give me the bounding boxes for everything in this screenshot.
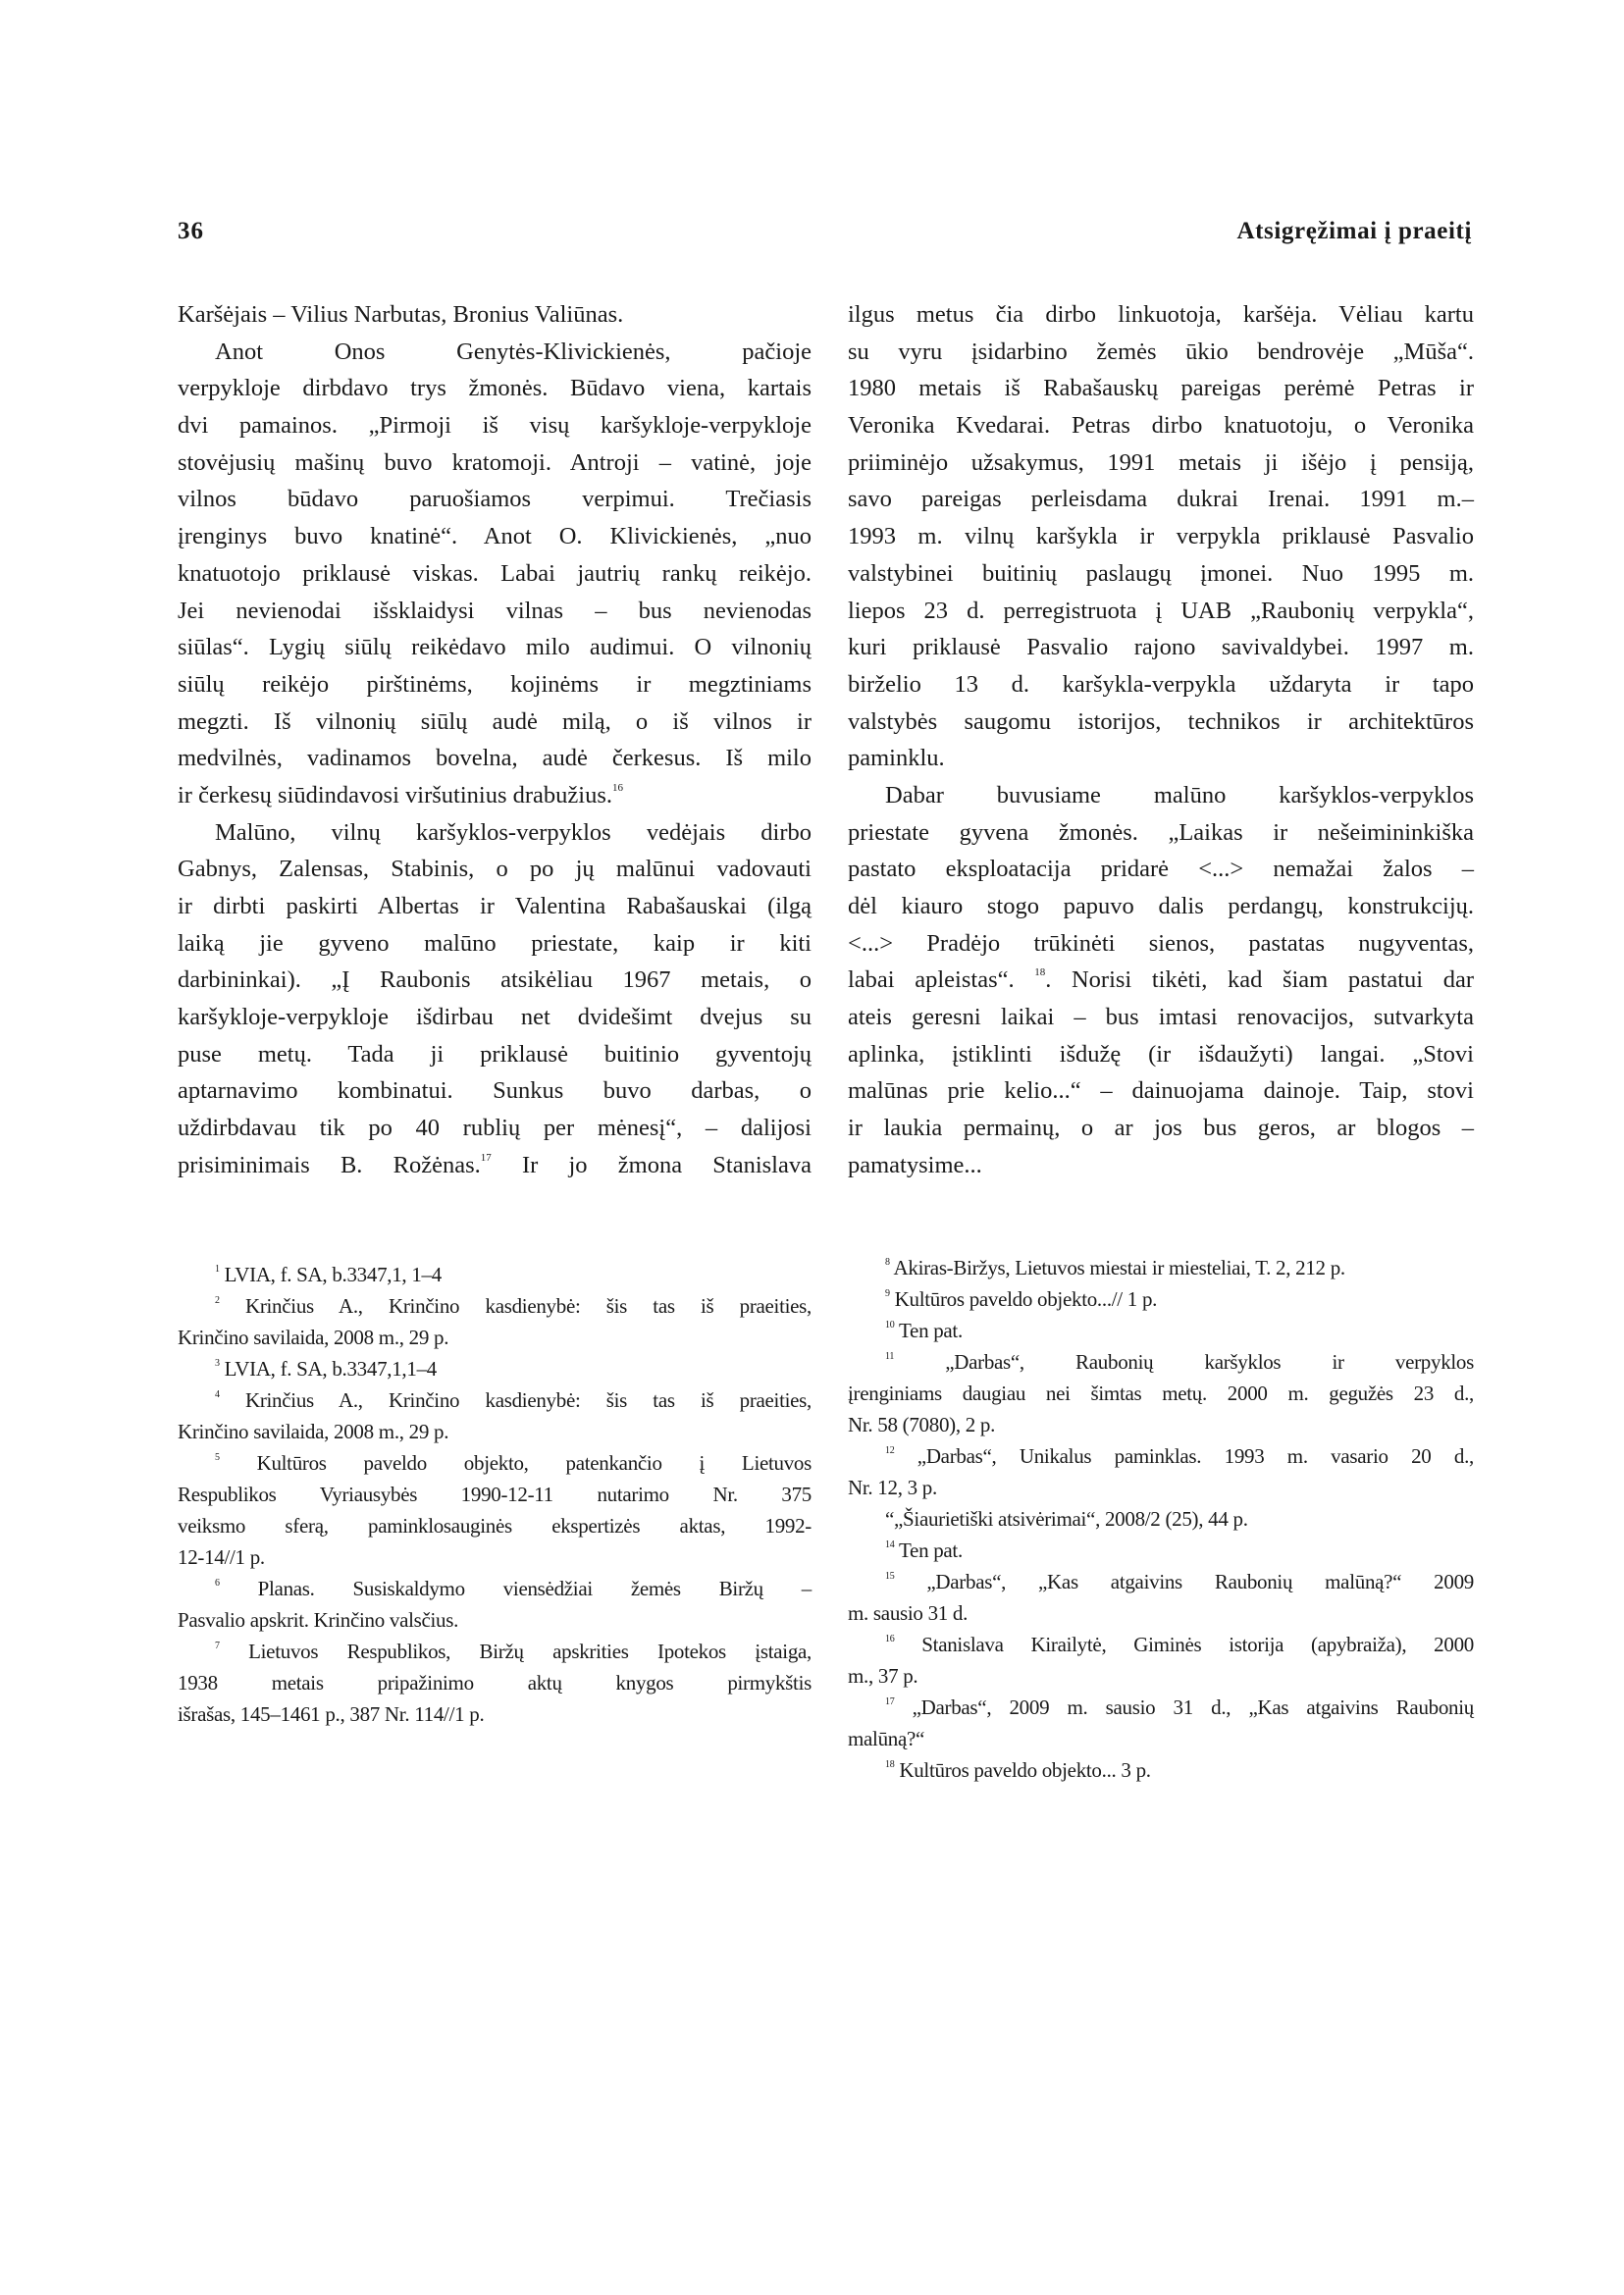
footnotes-column-right xyxy=(848,1252,1474,1786)
text-line xyxy=(178,962,812,999)
text-line xyxy=(178,481,812,518)
text-line xyxy=(178,1110,812,1147)
text-line xyxy=(848,518,1474,555)
footnote-line xyxy=(848,1692,1474,1723)
footnote-line xyxy=(848,1503,1474,1535)
text-line xyxy=(848,1072,1474,1110)
footnote-text: Krinčius A., Krinčino kasdienybė: šis tas iš praeities, xyxy=(244,1294,812,1318)
text-line xyxy=(178,629,812,666)
footnote-line xyxy=(848,1283,1474,1315)
footnote-text: m. sausio 31 d. xyxy=(848,1601,969,1625)
line-text: ir laukia permainų, o ar jos bus geros, ar blogos – xyxy=(848,1115,1474,1142)
line-text: 1993 m. vilnų karšykla ir verpykla priklausė Pasvalio xyxy=(848,523,1474,550)
footnote-text: įrenginiams daugiau nei šimtas metų. 2000 m. gegužės 23 d., xyxy=(848,1382,1474,1405)
line-text: pastato eksploatacija pridarė <...> nemažai žalos – xyxy=(848,856,1474,883)
text-line xyxy=(178,1147,812,1184)
text-line xyxy=(178,555,812,593)
line-text: Anot Onos Genytės-Klivickienės, pačioje xyxy=(215,338,812,365)
line-text: valstybės saugomu istorijos, technikos ir architektūros xyxy=(848,707,1474,735)
text-line xyxy=(178,888,812,925)
footnote-text: LVIA, f. SA, b.3347,1,1–4 xyxy=(224,1357,437,1381)
line-text: Dabar buvusiame malūno karšyklos-verpyklos xyxy=(885,781,1474,808)
footnote-text: Kultūros paveldo objekto...// 1 p. xyxy=(894,1287,1158,1311)
footnote-line xyxy=(178,1541,812,1573)
line-text: siūlų reikėjo pirštinėms, kojinėms ir megztiniams xyxy=(178,670,812,698)
footnote-line xyxy=(178,1667,812,1698)
text-line xyxy=(178,666,812,704)
footnote-number: 18 xyxy=(885,1759,895,1770)
text-line xyxy=(178,444,812,482)
line-text: megzti. Iš vilnonių siūlų audė milą, o iš vilnos ir xyxy=(178,707,812,735)
footnote-number: 2 xyxy=(215,1295,220,1306)
text-line xyxy=(178,407,812,444)
footnote-reference[interactable]: 16 xyxy=(611,781,623,794)
footnote-line xyxy=(848,1252,1474,1283)
line-text: valstybinei buitinių paslaugų įmonei. Nuo 1995 m. xyxy=(848,559,1474,587)
footnote-text: Ten pat. xyxy=(898,1539,963,1562)
line-text: ilgus metus čia dirbo linkuotoja, karšėja. Vėliau kartu xyxy=(848,301,1474,328)
footnote-line xyxy=(178,1259,812,1290)
text-line xyxy=(848,444,1474,482)
footnote-text: m., 37 p. xyxy=(848,1664,918,1688)
footnote-line xyxy=(848,1409,1474,1440)
text-line xyxy=(178,851,812,888)
text-line xyxy=(848,370,1474,407)
footnote-text: Nr. 58 (7080), 2 p. xyxy=(848,1413,996,1436)
text-line xyxy=(848,1147,1474,1184)
footnote-text: “„Šiaurietiški atsivėrimai“, 2008/2 (25), 44 p. xyxy=(885,1507,1248,1531)
footnote-line xyxy=(178,1447,812,1479)
text-line xyxy=(848,666,1474,704)
text-line xyxy=(178,334,812,371)
footnote-number: 4 xyxy=(215,1389,220,1400)
body-column-left xyxy=(178,296,812,1184)
line-text: karšykloje-verpykloje išdirbau net dvidešimt dvejus su xyxy=(178,1004,812,1031)
footnote-line xyxy=(178,1290,812,1322)
footnote-line xyxy=(178,1353,812,1384)
footnote-number: 3 xyxy=(215,1358,220,1369)
line-text: Gabnys, Zalensas, Stabinis, o po jų malūnui vadovauti xyxy=(178,856,812,883)
line-text: dvi pamainos. „Pirmoji iš visų karšykloje-verpykloje xyxy=(178,412,812,440)
text-line xyxy=(178,296,812,334)
footnote-number: 10 xyxy=(885,1320,895,1330)
text-line xyxy=(848,925,1474,963)
running-head: Atsigręžimai į praeitį xyxy=(1236,218,1472,244)
footnote-number: 15 xyxy=(885,1571,895,1582)
line-text: aplinka, įstiklinti išdužę (ir išdaužyti) langai. „Stovi xyxy=(848,1040,1474,1068)
line-text: priiminėjo užsakymus, 1991 metais ji išėjo į pensiją, xyxy=(848,448,1474,476)
text-line xyxy=(848,814,1474,852)
line-text: įrenginys buvo knatinė“. Anot O. Klivickienės, „nuo xyxy=(178,523,812,550)
footnote-line xyxy=(178,1479,812,1510)
footnote-number: 14 xyxy=(885,1539,895,1550)
line-text: ir čerkesų siūdindavosi viršutinius drabužius. xyxy=(178,781,612,808)
footnote-line xyxy=(178,1573,812,1604)
text-line xyxy=(178,370,812,407)
footnote-line xyxy=(178,1636,812,1667)
line-text: paminklu. xyxy=(848,745,945,772)
text-line xyxy=(848,407,1474,444)
footnote-line xyxy=(178,1698,812,1730)
text-line xyxy=(848,296,1474,334)
line-text: 1980 metais iš Rabašauskų pareigas perėmė Petras ir xyxy=(848,375,1474,402)
line-text: Veronika Kvedarai. Petras dirbo knatuotoju, o Veronika xyxy=(848,412,1474,440)
line-text-continued: . Norisi tikėti, kad šiam pastatui dar xyxy=(1045,966,1474,994)
page-number: 36 xyxy=(178,218,204,244)
footnote-text: Krinčino savilaida, 2008 m., 29 p. xyxy=(178,1420,449,1443)
line-text: savo pareigas perleisdama dukrai Irenai. 1991 m.– xyxy=(848,486,1474,513)
text-line xyxy=(848,334,1474,371)
footnote-line xyxy=(848,1660,1474,1692)
text-line xyxy=(178,1036,812,1073)
footnotes-column-left xyxy=(178,1259,812,1730)
line-text: dėl kiauro stogo papuvo dalis perdangų, konstrukcijų. xyxy=(848,893,1474,919)
line-text: birželio 13 d. karšykla-verpykla uždaryta ir tapo xyxy=(848,670,1474,698)
footnote-line xyxy=(178,1322,812,1353)
footnote-text: Pasvalio apskrit. Krinčino valsčius. xyxy=(178,1608,459,1632)
line-text: malūnas prie kelio...“ – dainuojama dainoje. Taip, stovi xyxy=(848,1077,1474,1105)
footnote-number: 7 xyxy=(215,1641,220,1651)
text-line xyxy=(178,1072,812,1110)
line-text: Jei nevienodai išsklaidysi vilnas – bus nevienodas xyxy=(178,597,812,624)
footnote-text: „Darbas“, Unikalus paminklas. 1993 m. vasario 20 d., xyxy=(917,1444,1474,1468)
line-text: ir dirbti paskirti Albertas ir Valentina Rabašauskai (ilgą xyxy=(178,893,812,919)
text-line xyxy=(178,925,812,963)
text-line xyxy=(848,593,1474,630)
footnote-line xyxy=(848,1566,1474,1597)
footnote-number: 11 xyxy=(885,1351,895,1362)
line-text: pamatysime... xyxy=(848,1151,982,1178)
line-text: prisiminimais B. Rožėnas. xyxy=(178,1151,481,1178)
text-line xyxy=(848,481,1474,518)
text-line xyxy=(178,518,812,555)
footnote-text: Akiras-Biržys, Lietuvos miestai ir miesteliai, T. 2, 212 p. xyxy=(893,1256,1345,1279)
line-text: laiką jie gyveno malūno priestate, kaip ir kiti xyxy=(178,929,812,957)
footnote-text: malūną?“ xyxy=(848,1727,925,1750)
footnote-line xyxy=(848,1378,1474,1409)
line-text: aptarnavimo kombinatui. Sunkus buvo darbas, o xyxy=(178,1077,812,1105)
footnote-text: išrašas, 145–1461 p., 387 Nr. 114//1 p. xyxy=(178,1702,485,1726)
text-line xyxy=(178,999,812,1036)
footnote-text: Lietuvos Respublikos, Biržų apskrities Ipotekos įstaiga, xyxy=(248,1640,812,1663)
footnote-line xyxy=(848,1535,1474,1566)
footnote-line xyxy=(178,1384,812,1416)
line-text: <...> Pradėjo trūkinėti sienos, pastatas nugyventas, xyxy=(848,929,1474,957)
footnote-number: 5 xyxy=(215,1452,220,1463)
line-text: Karšėjais – Vilius Narbutas, Bronius Valiūnas. xyxy=(178,301,624,328)
footnote-number: 17 xyxy=(885,1696,895,1707)
footnote-line xyxy=(848,1346,1474,1378)
line-text: kuri priklausė Pasvalio rajono savivaldybei. 1997 m. xyxy=(848,634,1474,661)
text-line xyxy=(848,1036,1474,1073)
footnote-text: „Darbas“, „Kas atgaivins Raubonių malūną?“ 2009 xyxy=(926,1570,1474,1593)
footnote-text: Planas. Susiskaldymo viensėdžiai žemės Biržų – xyxy=(257,1577,812,1600)
text-line xyxy=(848,851,1474,888)
line-text: Malūno, vilnų karšyklos-verpyklos vedėjais dirbo xyxy=(215,818,812,846)
footnote-line xyxy=(848,1472,1474,1503)
footnote-line xyxy=(848,1754,1474,1786)
footnote-text: Krinčius A., Krinčino kasdienybė: šis tas iš praeities, xyxy=(244,1388,812,1412)
footnote-text: Kultūros paveldo objekto... 3 p. xyxy=(899,1758,1151,1782)
line-text: vilnos būdavo paruošiamos verpimui. Trečiasis xyxy=(178,486,812,513)
footnote-text: Nr. 12, 3 p. xyxy=(848,1476,937,1499)
text-line xyxy=(848,629,1474,666)
footnote-line xyxy=(848,1597,1474,1629)
footnote-reference[interactable]: 17 xyxy=(480,1151,492,1164)
footnote-text: Ten pat. xyxy=(898,1319,963,1342)
text-line xyxy=(178,814,812,852)
footnote-number: 12 xyxy=(885,1445,895,1456)
text-line xyxy=(848,555,1474,593)
line-text: su vyru įsidarbino žemės ūkio bendrovėje „Mūša“. xyxy=(848,338,1474,365)
footnote-number: 6 xyxy=(215,1578,220,1589)
footnote-number: 1 xyxy=(215,1264,220,1275)
line-text: uždirbdavau tik po 40 rublių per mėnesį“, – dalijosi xyxy=(178,1115,812,1142)
line-text: knatuotojo priklausė viskas. Labai jautrių rankų reikėjo. xyxy=(178,559,812,587)
text-line xyxy=(848,888,1474,925)
footnote-text: veiksmo sferą, paminklosauginės ekspertizės aktas, 1992- xyxy=(178,1514,812,1538)
line-text: medvilnės, vadinamos bovelna, audė čerkesus. Iš milo xyxy=(178,745,812,772)
footnote-text: 1938 metais pripažinimo aktų knygos pirmykštis xyxy=(178,1671,812,1695)
footnote-line xyxy=(178,1510,812,1541)
text-line xyxy=(178,777,812,814)
footnote-line xyxy=(178,1604,812,1636)
footnote-text: Stanislava Kirailytė, Giminės istorija (apybraiža), 2000 xyxy=(921,1633,1474,1656)
footnote-number: 9 xyxy=(885,1288,890,1299)
footnote-line xyxy=(848,1723,1474,1754)
text-line xyxy=(848,999,1474,1036)
footnote-number: 16 xyxy=(885,1634,895,1644)
text-line xyxy=(848,704,1474,741)
line-text: siūlas“. Lygių siūlų reikėdavo milo audimui. O vilnonių xyxy=(178,634,812,661)
footnote-line xyxy=(178,1416,812,1447)
footnote-line xyxy=(848,1315,1474,1346)
text-line xyxy=(848,740,1474,777)
footnote-text: LVIA, f. SA, b.3347,1, 1–4 xyxy=(224,1263,442,1286)
footnote-text: „Darbas“, 2009 m. sausio 31 d., „Kas atgaivins Raubonių xyxy=(912,1695,1474,1719)
line-text: labai apleistas“. xyxy=(848,966,1035,994)
footnote-text: Respublikos Vyriausybės 1990-12-11 nutarimo Nr. 375 xyxy=(178,1483,812,1506)
footnote-line xyxy=(848,1629,1474,1660)
line-text: verpykloje dirbdavo trys žmonės. Būdavo viena, kartais xyxy=(178,375,812,402)
footnote-line xyxy=(848,1440,1474,1472)
line-text: ateis geresni laikai – bus imtasi renovacijos, sutvarkyta xyxy=(848,1004,1474,1031)
footnote-text: Krinčino savilaida, 2008 m., 29 p. xyxy=(178,1326,449,1349)
footnote-text: Kultūros paveldo objekto, patenkančio į Lietuvos xyxy=(256,1451,812,1475)
line-text: priestate gyvena žmonės. „Laikas ir nešeimininkiška xyxy=(848,818,1474,846)
text-line xyxy=(848,962,1474,999)
body-column-right xyxy=(848,296,1474,1184)
text-line xyxy=(178,593,812,630)
line-text: stovėjusių mašinų buvo kratomoji. Antroji – vatinė, joje xyxy=(178,448,812,476)
line-text: puse metų. Tada ji priklausė buitinio gyventojų xyxy=(178,1040,812,1068)
footnote-text: 12-14//1 p. xyxy=(178,1545,265,1569)
text-line xyxy=(178,704,812,741)
footnote-text: „Darbas“, Raubonių karšyklos ir verpyklos xyxy=(945,1350,1474,1374)
text-line xyxy=(848,777,1474,814)
footnote-reference[interactable]: 18 xyxy=(1034,966,1046,979)
footnote-number: 8 xyxy=(885,1257,890,1268)
text-line xyxy=(178,740,812,777)
line-text: liepos 23 d. perregistruota į UAB „Raubonių verpykla“, xyxy=(848,597,1474,624)
text-line xyxy=(848,1110,1474,1147)
line-text-continued: Ir jo žmona Stanislava xyxy=(491,1151,812,1178)
line-text: darbininkai). „Į Raubonis atsikėliau 1967 metais, o xyxy=(178,966,812,994)
